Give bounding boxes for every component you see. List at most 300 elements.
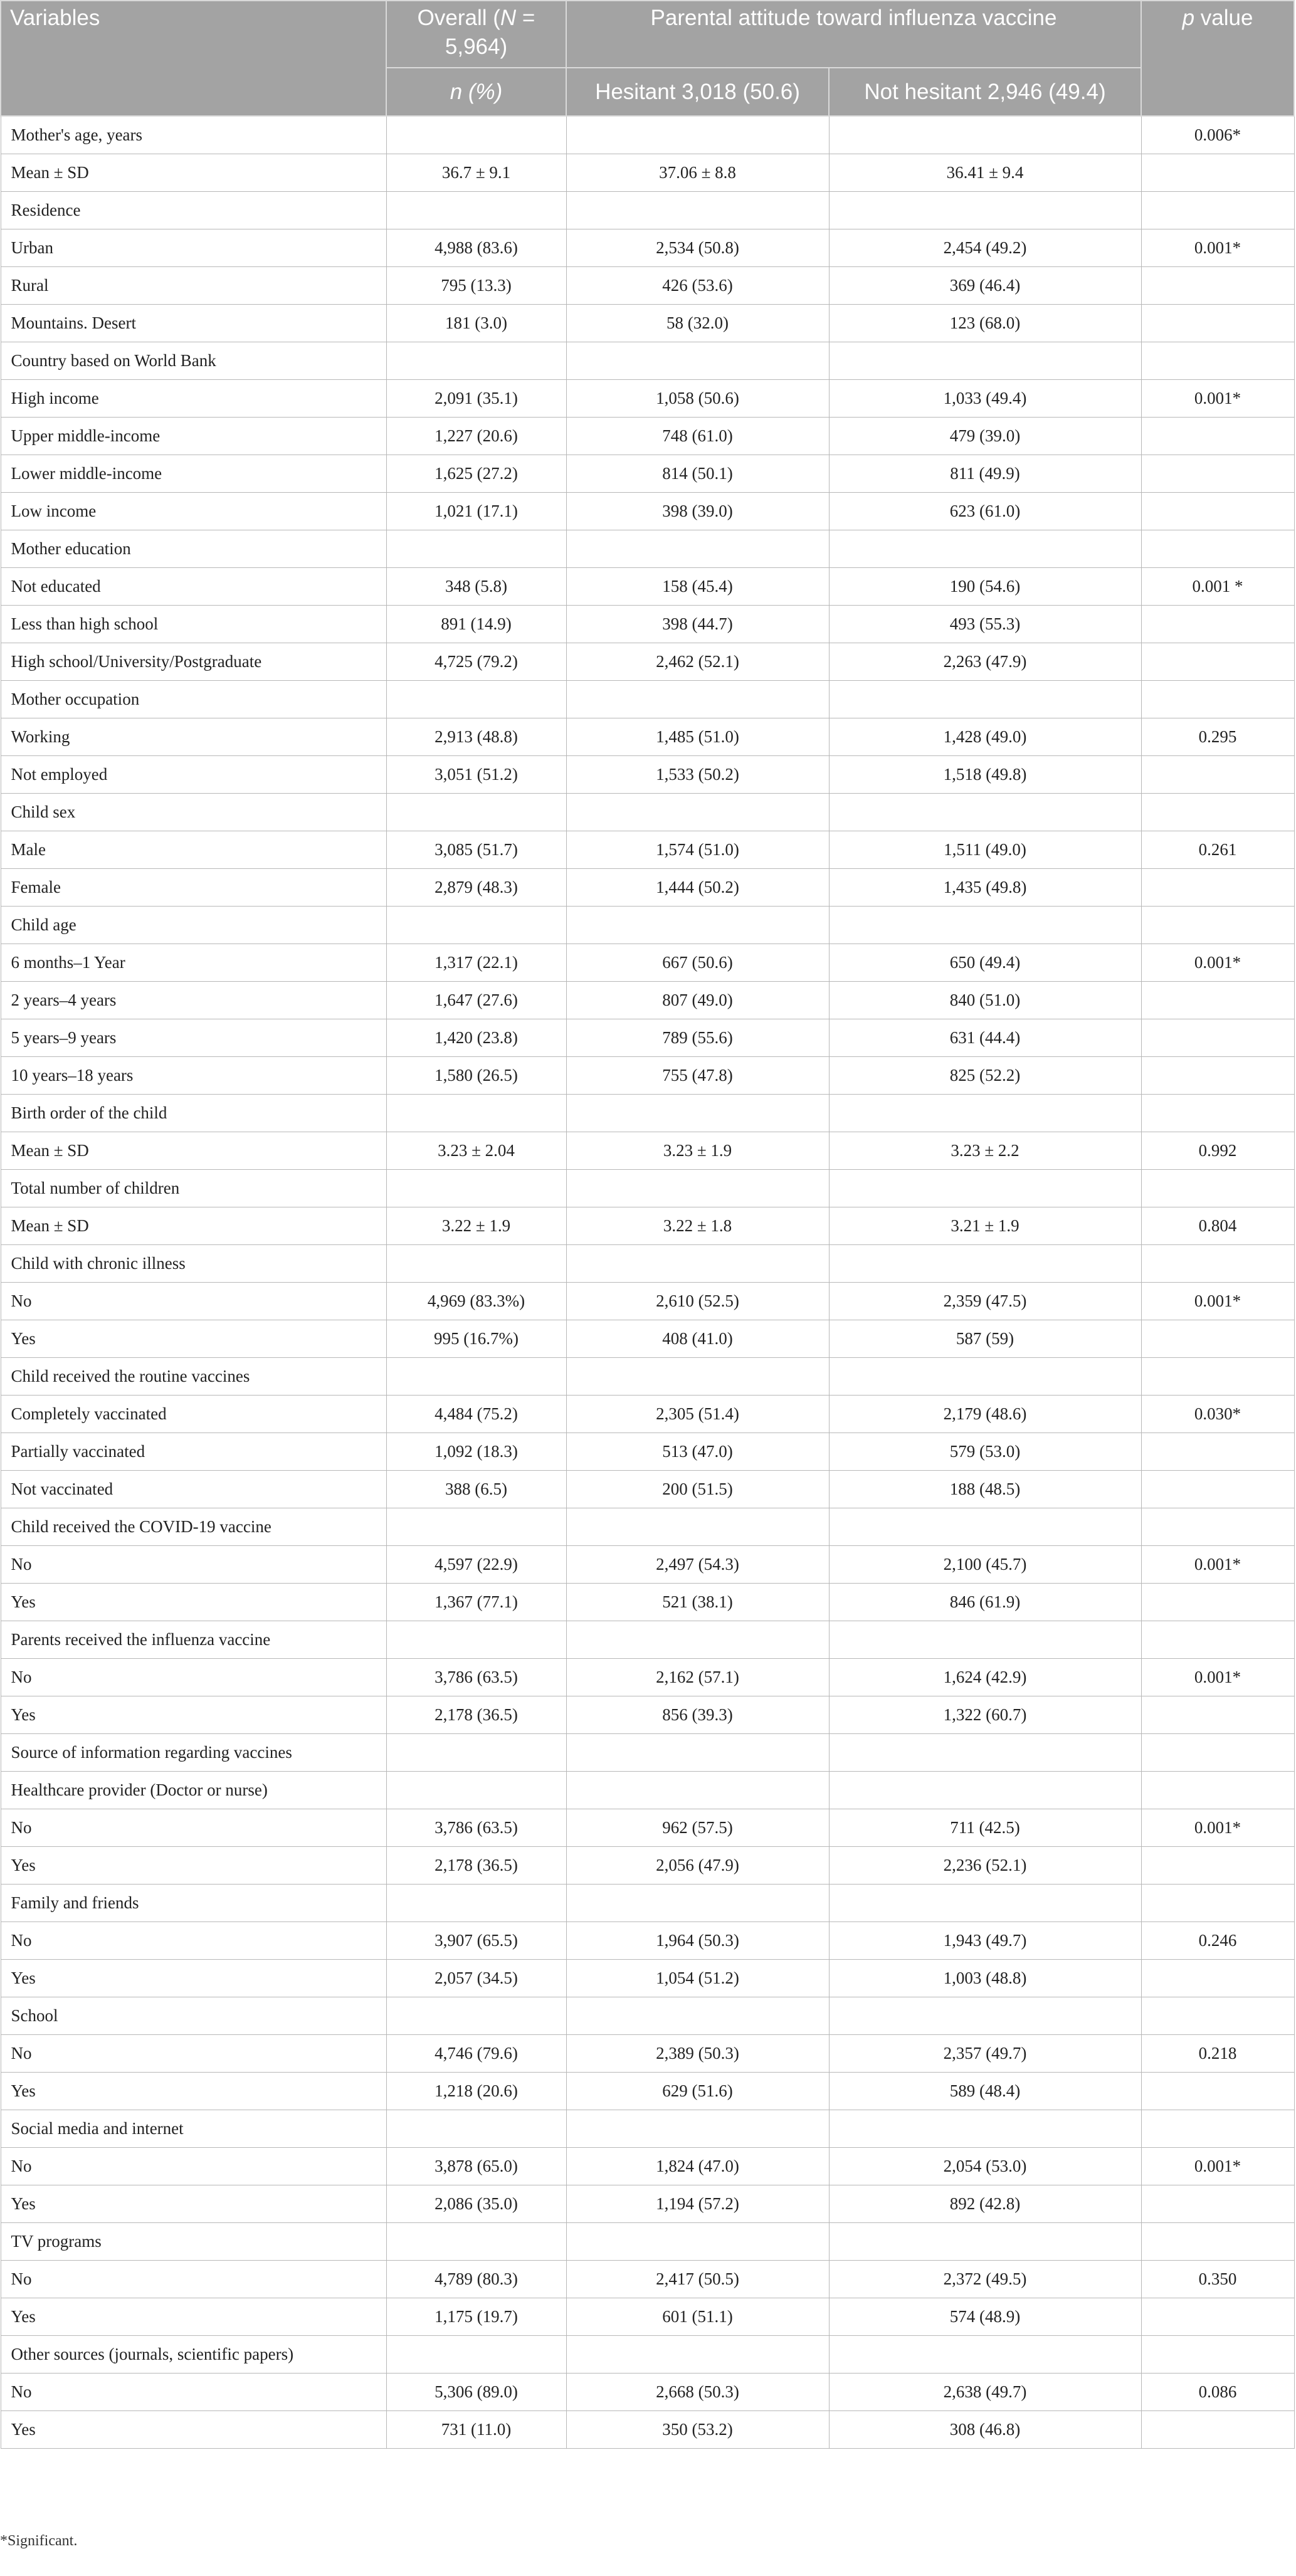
row-label: Healthcare provider (Doctor or nurse)	[1, 1772, 386, 1809]
cell-not-hesitant	[829, 1245, 1141, 1283]
cell-p-value	[1141, 2185, 1294, 2223]
row-label: Mother occupation	[1, 681, 386, 718]
cell-overall: 1,317 (22.1)	[386, 944, 566, 982]
cell-p-value	[1141, 907, 1294, 944]
cell-p-value: 0.992	[1141, 1132, 1294, 1170]
cell-p-value	[1141, 1320, 1294, 1358]
cell-overall	[386, 342, 566, 380]
cell-hesitant: 2,610 (52.5)	[566, 1283, 829, 1320]
table-row	[1, 794, 1294, 831]
cell-p-value	[1141, 1245, 1294, 1283]
header-row-top	[1, 1, 1294, 68]
cell-not-hesitant: 369 (46.4)	[829, 267, 1141, 305]
row-label: Total number of children	[1, 1170, 386, 1207]
table-row	[1, 1922, 1294, 1960]
row-label: Upper middle-income	[1, 418, 386, 455]
cell-p-value: 0.295	[1141, 718, 1294, 756]
table-row	[1, 1696, 1294, 1734]
cell-not-hesitant: 2,359 (47.5)	[829, 1283, 1141, 1320]
cell-hesitant: 1,533 (50.2)	[566, 756, 829, 794]
cell-overall	[386, 907, 566, 944]
cell-hesitant	[566, 2336, 829, 2374]
cell-p-value	[1141, 1057, 1294, 1095]
cell-overall	[386, 2336, 566, 2374]
table-row	[1, 568, 1294, 606]
cell-p-value	[1141, 1584, 1294, 1621]
cell-not-hesitant	[829, 1772, 1141, 1809]
row-label: Yes	[1, 1584, 386, 1621]
cell-p-value	[1141, 1508, 1294, 1546]
cell-not-hesitant	[829, 2223, 1141, 2261]
cell-hesitant: 814 (50.1)	[566, 455, 829, 493]
cell-p-value	[1141, 154, 1294, 192]
cell-not-hesitant: 2,357 (49.7)	[829, 2035, 1141, 2073]
row-label: 6 months–1 Year	[1, 944, 386, 982]
cell-not-hesitant: 589 (48.4)	[829, 2073, 1141, 2110]
cell-hesitant: 350 (53.2)	[566, 2411, 829, 2449]
cell-p-value: 0.350	[1141, 2261, 1294, 2298]
row-label: Not employed	[1, 756, 386, 794]
row-label: Social media and internet	[1, 2110, 386, 2148]
cell-overall	[386, 1095, 566, 1132]
row-label: Parents received the influenza vaccine	[1, 1621, 386, 1659]
cell-hesitant	[566, 530, 829, 568]
cell-not-hesitant: 825 (52.2)	[829, 1057, 1141, 1095]
cell-p-value	[1141, 455, 1294, 493]
row-label: Mother's age, years	[1, 116, 386, 154]
row-label: Other sources (journals, scientific papers)	[1, 2336, 386, 2374]
table-row	[1, 718, 1294, 756]
cell-hesitant: 2,462 (52.1)	[566, 643, 829, 681]
cell-not-hesitant	[829, 907, 1141, 944]
table-row	[1, 2298, 1294, 2336]
header-hesitant: Hesitant 3,018 (50.6)	[566, 68, 829, 116]
cell-p-value	[1141, 342, 1294, 380]
table-row	[1, 1508, 1294, 1546]
cell-not-hesitant	[829, 794, 1141, 831]
cell-hesitant	[566, 1621, 829, 1659]
cell-overall	[386, 681, 566, 718]
cell-overall	[386, 1885, 566, 1922]
cell-p-value	[1141, 1621, 1294, 1659]
cell-hesitant	[566, 2223, 829, 2261]
cell-overall: 4,969 (83.3%)	[386, 1283, 566, 1320]
cell-hesitant: 1,194 (57.2)	[566, 2185, 829, 2223]
cell-overall: 3.23 ± 2.04	[386, 1132, 566, 1170]
row-label: Yes	[1, 1696, 386, 1734]
cell-hesitant	[566, 1885, 829, 1922]
cell-p-value: 0.001*	[1141, 1283, 1294, 1320]
row-label: No	[1, 2261, 386, 2298]
cell-not-hesitant: 2,638 (49.7)	[829, 2374, 1141, 2411]
table-row	[1, 1132, 1294, 1170]
cell-p-value	[1141, 1772, 1294, 1809]
cell-not-hesitant: 2,100 (45.7)	[829, 1546, 1141, 1584]
header-not-hesitant: Not hesitant 2,946 (49.4)	[829, 68, 1141, 116]
cell-p-value	[1141, 869, 1294, 907]
cell-hesitant: 856 (39.3)	[566, 1696, 829, 1734]
cell-hesitant: 398 (44.7)	[566, 606, 829, 643]
cell-hesitant: 2,668 (50.3)	[566, 2374, 829, 2411]
row-label: Child with chronic illness	[1, 1245, 386, 1283]
row-label: Male	[1, 831, 386, 869]
row-label: No	[1, 1546, 386, 1584]
cell-not-hesitant: 574 (48.9)	[829, 2298, 1141, 2336]
cell-p-value: 0.006*	[1141, 116, 1294, 154]
table-row	[1, 907, 1294, 944]
cell-overall: 3,786 (63.5)	[386, 1659, 566, 1696]
table-row	[1, 1546, 1294, 1584]
row-label: No	[1, 1922, 386, 1960]
cell-hesitant	[566, 192, 829, 229]
cell-not-hesitant: 1,322 (60.7)	[829, 1696, 1141, 1734]
cell-p-value	[1141, 606, 1294, 643]
cell-hesitant: 789 (55.6)	[566, 1019, 829, 1057]
cell-hesitant: 426 (53.6)	[566, 267, 829, 305]
cell-overall: 2,091 (35.1)	[386, 380, 566, 418]
cell-hesitant: 629 (51.6)	[566, 2073, 829, 2110]
table-row	[1, 305, 1294, 342]
row-label: Mean ± SD	[1, 1132, 386, 1170]
row-label: Yes	[1, 2185, 386, 2223]
cell-overall: 795 (13.3)	[386, 267, 566, 305]
cell-p-value	[1141, 1095, 1294, 1132]
cell-not-hesitant: 2,454 (49.2)	[829, 229, 1141, 267]
table-row	[1, 1320, 1294, 1358]
cell-not-hesitant: 188 (48.5)	[829, 1471, 1141, 1508]
cell-overall	[386, 794, 566, 831]
cell-hesitant: 1,485 (51.0)	[566, 718, 829, 756]
cell-hesitant: 2,056 (47.9)	[566, 1847, 829, 1885]
row-label: Partially vaccinated	[1, 1433, 386, 1471]
row-label: Completely vaccinated	[1, 1396, 386, 1433]
cell-p-value	[1141, 267, 1294, 305]
row-label: Yes	[1, 1847, 386, 1885]
cell-overall	[386, 1358, 566, 1396]
row-label: Lower middle-income	[1, 455, 386, 493]
cell-not-hesitant: 493 (55.3)	[829, 606, 1141, 643]
row-label: Not vaccinated	[1, 1471, 386, 1508]
cell-hesitant: 513 (47.0)	[566, 1433, 829, 1471]
cell-overall	[386, 1621, 566, 1659]
cell-not-hesitant: 2,236 (52.1)	[829, 1847, 1141, 1885]
cell-p-value: 0.001 *	[1141, 568, 1294, 606]
cell-hesitant	[566, 1095, 829, 1132]
cell-not-hesitant: 2,179 (48.6)	[829, 1396, 1141, 1433]
row-label: Birth order of the child	[1, 1095, 386, 1132]
cell-overall: 2,879 (48.3)	[386, 869, 566, 907]
cell-p-value: 0.001*	[1141, 380, 1294, 418]
row-label: Mean ± SD	[1, 154, 386, 192]
cell-hesitant	[566, 1997, 829, 2035]
row-label: Rural	[1, 267, 386, 305]
row-label: Family and friends	[1, 1885, 386, 1922]
table-row	[1, 2073, 1294, 2110]
row-label: Yes	[1, 1960, 386, 1997]
cell-overall: 1,420 (23.8)	[386, 1019, 566, 1057]
table-row	[1, 681, 1294, 718]
row-label: Mother education	[1, 530, 386, 568]
cell-overall: 1,021 (17.1)	[386, 493, 566, 530]
cell-not-hesitant: 1,518 (49.8)	[829, 756, 1141, 794]
table-row	[1, 2261, 1294, 2298]
cell-overall	[386, 2223, 566, 2261]
cell-not-hesitant	[829, 681, 1141, 718]
table-row	[1, 116, 1294, 154]
row-label: Yes	[1, 1320, 386, 1358]
cell-overall	[386, 1508, 566, 1546]
table-body	[1, 116, 1294, 2449]
row-label: Child received the routine vaccines	[1, 1358, 386, 1396]
table-row	[1, 1584, 1294, 1621]
cell-hesitant: 2,417 (50.5)	[566, 2261, 829, 2298]
cell-not-hesitant: 1,428 (49.0)	[829, 718, 1141, 756]
header-p-value: p value	[1141, 1, 1294, 116]
cell-overall: 4,484 (75.2)	[386, 1396, 566, 1433]
row-label: High school/University/Postgraduate	[1, 643, 386, 681]
cell-overall: 1,367 (77.1)	[386, 1584, 566, 1621]
table-row	[1, 1396, 1294, 1433]
cell-not-hesitant	[829, 1508, 1141, 1546]
table-row	[1, 229, 1294, 267]
row-label: No	[1, 1283, 386, 1320]
cell-hesitant: 3.23 ± 1.9	[566, 1132, 829, 1170]
row-label: High income	[1, 380, 386, 418]
cell-p-value: 0.030*	[1141, 1396, 1294, 1433]
cell-not-hesitant: 1,033 (49.4)	[829, 380, 1141, 418]
row-label: Country based on World Bank	[1, 342, 386, 380]
cell-hesitant: 601 (51.1)	[566, 2298, 829, 2336]
cell-overall: 1,625 (27.2)	[386, 455, 566, 493]
row-label: Residence	[1, 192, 386, 229]
cell-hesitant	[566, 1245, 829, 1283]
row-label: School	[1, 1997, 386, 2035]
cell-not-hesitant	[829, 342, 1141, 380]
cell-hesitant	[566, 1170, 829, 1207]
cell-not-hesitant: 892 (42.8)	[829, 2185, 1141, 2223]
table-row	[1, 1095, 1294, 1132]
table-row	[1, 1245, 1294, 1283]
table-row	[1, 2411, 1294, 2449]
cell-overall: 5,306 (89.0)	[386, 2374, 566, 2411]
table-row	[1, 154, 1294, 192]
cell-hesitant: 1,574 (51.0)	[566, 831, 829, 869]
cell-p-value	[1141, 2110, 1294, 2148]
cell-overall: 3,786 (63.5)	[386, 1809, 566, 1847]
cell-overall: 995 (16.7%)	[386, 1320, 566, 1358]
cell-hesitant: 748 (61.0)	[566, 418, 829, 455]
cell-p-value	[1141, 1734, 1294, 1772]
cell-not-hesitant	[829, 116, 1141, 154]
header-overall: Overall (N = 5,964)	[386, 1, 566, 68]
cell-not-hesitant: 308 (46.8)	[829, 2411, 1141, 2449]
table-row	[1, 418, 1294, 455]
cell-not-hesitant	[829, 1095, 1141, 1132]
cell-hesitant: 1,964 (50.3)	[566, 1922, 829, 1960]
row-label: Female	[1, 869, 386, 907]
header-n-percent: n (%)	[386, 68, 566, 116]
table-row	[1, 1057, 1294, 1095]
cell-p-value	[1141, 1433, 1294, 1471]
cell-not-hesitant: 623 (61.0)	[829, 493, 1141, 530]
cell-overall: 4,789 (80.3)	[386, 2261, 566, 2298]
table-row	[1, 1207, 1294, 1245]
table-row	[1, 2336, 1294, 2374]
cell-overall: 3.22 ± 1.9	[386, 1207, 566, 1245]
table-row	[1, 2110, 1294, 2148]
cell-hesitant: 1,444 (50.2)	[566, 869, 829, 907]
cell-hesitant	[566, 1772, 829, 1809]
cell-overall	[386, 1734, 566, 1772]
cell-p-value	[1141, 418, 1294, 455]
cell-not-hesitant	[829, 1358, 1141, 1396]
cell-hesitant	[566, 1508, 829, 1546]
cell-not-hesitant: 3.23 ± 2.2	[829, 1132, 1141, 1170]
footnote: *Significant.	[0, 2533, 78, 2549]
cell-p-value	[1141, 681, 1294, 718]
cell-p-value	[1141, 1960, 1294, 1997]
row-label: No	[1, 2035, 386, 2073]
cell-not-hesitant: 631 (44.4)	[829, 1019, 1141, 1057]
cell-hesitant	[566, 116, 829, 154]
cell-hesitant	[566, 1358, 829, 1396]
cell-not-hesitant: 846 (61.9)	[829, 1584, 1141, 1621]
table-row	[1, 192, 1294, 229]
cell-overall: 2,913 (48.8)	[386, 718, 566, 756]
table-row	[1, 1772, 1294, 1809]
cell-not-hesitant: 840 (51.0)	[829, 982, 1141, 1019]
cell-not-hesitant: 711 (42.5)	[829, 1809, 1141, 1847]
cell-hesitant: 2,497 (54.3)	[566, 1546, 829, 1584]
cell-not-hesitant	[829, 2336, 1141, 2374]
row-label: No	[1, 1659, 386, 1696]
cell-p-value	[1141, 1170, 1294, 1207]
cell-not-hesitant	[829, 2110, 1141, 2148]
table-row	[1, 455, 1294, 493]
table-row	[1, 380, 1294, 418]
cell-not-hesitant: 1,435 (49.8)	[829, 869, 1141, 907]
cell-overall: 1,647 (27.6)	[386, 982, 566, 1019]
cell-not-hesitant	[829, 1621, 1141, 1659]
cell-not-hesitant: 650 (49.4)	[829, 944, 1141, 982]
cell-not-hesitant: 1,511 (49.0)	[829, 831, 1141, 869]
cell-hesitant: 962 (57.5)	[566, 1809, 829, 1847]
cell-p-value	[1141, 305, 1294, 342]
cell-overall	[386, 116, 566, 154]
cell-overall: 181 (3.0)	[386, 305, 566, 342]
cell-p-value: 0.218	[1141, 2035, 1294, 2073]
cell-p-value: 0.001*	[1141, 1659, 1294, 1696]
cell-p-value	[1141, 794, 1294, 831]
cell-overall: 1,175 (19.7)	[386, 2298, 566, 2336]
table-row	[1, 1471, 1294, 1508]
cell-not-hesitant: 190 (54.6)	[829, 568, 1141, 606]
cell-overall: 3,907 (65.5)	[386, 1922, 566, 1960]
cell-overall	[386, 1245, 566, 1283]
cell-overall	[386, 2110, 566, 2148]
table-row	[1, 1847, 1294, 1885]
cell-hesitant: 2,389 (50.3)	[566, 2035, 829, 2073]
row-label: Child received the COVID-19 vaccine	[1, 1508, 386, 1546]
cell-not-hesitant	[829, 530, 1141, 568]
table-row	[1, 1358, 1294, 1396]
cell-p-value: 0.001*	[1141, 1809, 1294, 1847]
table-row	[1, 606, 1294, 643]
table-row	[1, 1659, 1294, 1696]
cell-p-value	[1141, 2073, 1294, 2110]
cell-overall: 1,092 (18.3)	[386, 1433, 566, 1471]
cell-not-hesitant: 1,943 (49.7)	[829, 1922, 1141, 1960]
cell-not-hesitant: 479 (39.0)	[829, 418, 1141, 455]
row-label: Low income	[1, 493, 386, 530]
cell-hesitant: 200 (51.5)	[566, 1471, 829, 1508]
cell-not-hesitant	[829, 1997, 1141, 2035]
cell-not-hesitant	[829, 192, 1141, 229]
cell-p-value	[1141, 192, 1294, 229]
cell-p-value: 0.804	[1141, 1207, 1294, 1245]
cell-hesitant: 37.06 ± 8.8	[566, 154, 829, 192]
cell-p-value: 0.261	[1141, 831, 1294, 869]
row-label: 2 years–4 years	[1, 982, 386, 1019]
cell-overall: 1,218 (20.6)	[386, 2073, 566, 2110]
row-label: Working	[1, 718, 386, 756]
table-row	[1, 2185, 1294, 2223]
cell-overall: 1,580 (26.5)	[386, 1057, 566, 1095]
cell-p-value	[1141, 1696, 1294, 1734]
cell-overall	[386, 1170, 566, 1207]
table-row	[1, 869, 1294, 907]
table-row	[1, 2148, 1294, 2185]
row-label: Child age	[1, 907, 386, 944]
cell-overall: 2,178 (36.5)	[386, 1696, 566, 1734]
cell-hesitant: 807 (49.0)	[566, 982, 829, 1019]
cell-overall: 4,597 (22.9)	[386, 1546, 566, 1584]
table-row	[1, 1621, 1294, 1659]
table-row	[1, 982, 1294, 1019]
cell-hesitant	[566, 1734, 829, 1772]
cell-hesitant: 398 (39.0)	[566, 493, 829, 530]
row-label: Mountains. Desert	[1, 305, 386, 342]
row-label: Yes	[1, 2298, 386, 2336]
table-row	[1, 493, 1294, 530]
table-row	[1, 1433, 1294, 1471]
cell-overall: 3,085 (51.7)	[386, 831, 566, 869]
cell-hesitant	[566, 2110, 829, 2148]
table-row	[1, 1997, 1294, 2035]
row-label: Not educated	[1, 568, 386, 606]
table-row	[1, 267, 1294, 305]
row-label: No	[1, 1809, 386, 1847]
row-label: Child sex	[1, 794, 386, 831]
cell-p-value	[1141, 643, 1294, 681]
cell-hesitant	[566, 907, 829, 944]
cell-not-hesitant: 811 (49.9)	[829, 455, 1141, 493]
cell-overall: 36.7 ± 9.1	[386, 154, 566, 192]
cell-p-value	[1141, 982, 1294, 1019]
cell-hesitant: 1,054 (51.2)	[566, 1960, 829, 1997]
table-row	[1, 1809, 1294, 1847]
table-row	[1, 831, 1294, 869]
cell-overall: 348 (5.8)	[386, 568, 566, 606]
row-label: No	[1, 2148, 386, 2185]
cell-not-hesitant: 2,054 (53.0)	[829, 2148, 1141, 2185]
cell-hesitant	[566, 342, 829, 380]
cell-p-value	[1141, 2223, 1294, 2261]
cell-overall: 3,051 (51.2)	[386, 756, 566, 794]
cell-p-value	[1141, 756, 1294, 794]
table-row	[1, 756, 1294, 794]
cell-not-hesitant: 2,263 (47.9)	[829, 643, 1141, 681]
